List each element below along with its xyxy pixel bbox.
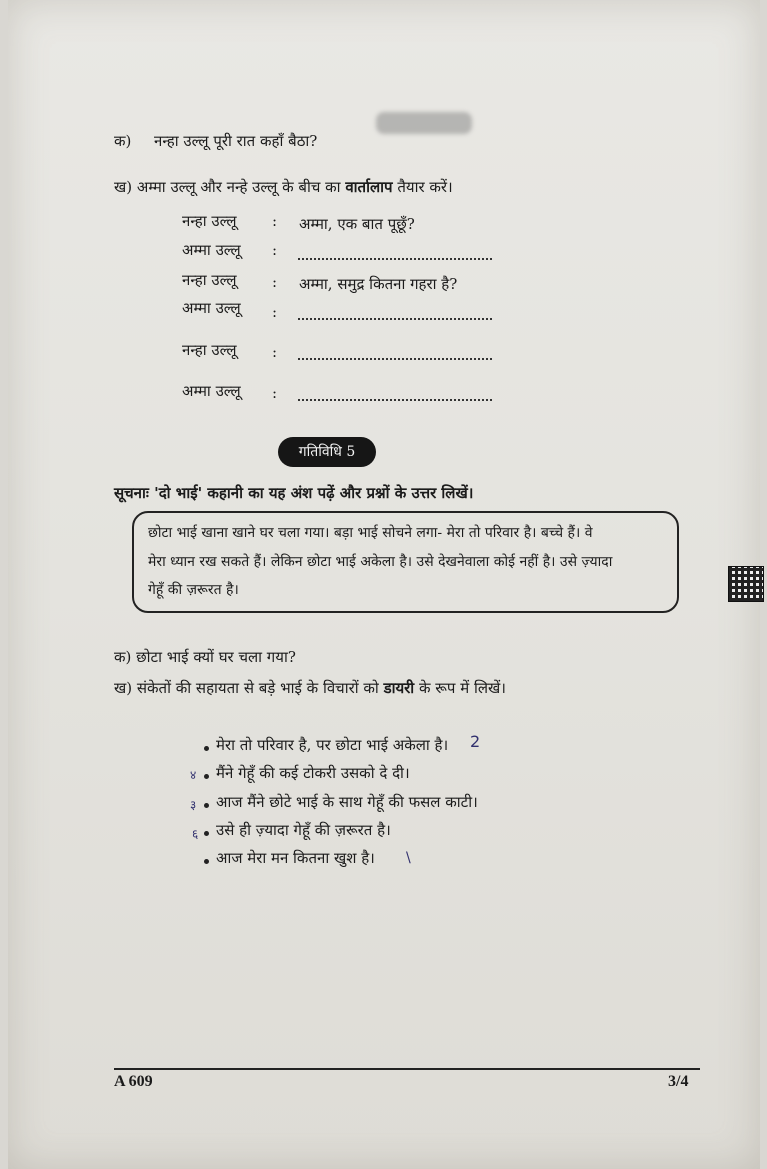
- question2-kha: [114, 678, 506, 698]
- activity-badge: गतिविधि 5: [278, 437, 376, 467]
- handwritten-number: ४: [190, 768, 197, 782]
- question2-kha-bold: डायरी: [383, 679, 415, 697]
- dialogue-colon: :: [272, 212, 278, 230]
- bullet-text: मैंने गेहूँ की कई टोकरी उसको दे दी।: [216, 764, 410, 782]
- dialogue-speaker: अम्मा उल्लू: [182, 241, 241, 259]
- handwritten-number: \: [406, 850, 411, 866]
- dialogue-speaker: नन्हा उल्लू: [182, 271, 237, 289]
- dialogue-text: अम्मा, एक बात पूछूँ?: [299, 215, 415, 233]
- bullet-text: उसे ही ज़्यादा गेहूँ की ज़रूरत है।: [216, 821, 391, 839]
- question-kha-prefix: ख) अम्मा उल्लू और नन्हे उल्लू के बीच का: [114, 178, 341, 196]
- question2-kha-prefix: ख) संकेतों की सहायता से बड़े भाई के विचारों को: [114, 679, 379, 697]
- dialogue-speaker: अम्मा उल्लू: [182, 299, 241, 317]
- handwritten-number: 2: [470, 732, 481, 751]
- instruction-text: सूचनाः 'दो भाई' कहानी का यह अंश पढ़ें और प्रश्नों के उत्तर लिखें।: [114, 484, 474, 502]
- passage-line: मेरा ध्यान रख सकते हैं। लेकिन छोटा भाई अकेला है। उसे देखनेवाला कोई नहीं है। उसे ज़्यादा: [148, 554, 613, 570]
- handwritten-number: ६: [192, 827, 199, 841]
- passage-line: छोटा भाई खाना खाने घर चला गया। बड़ा भाई सोचने लगा- मेरा तो परिवार है। बच्चे हैं। वे: [148, 525, 593, 541]
- question2-kha-suffix: के रूप में लिखें।: [418, 679, 506, 697]
- bullet-point: [204, 774, 209, 779]
- dialogue-speaker: नन्हा उल्लू: [182, 212, 237, 230]
- passage-line: गेहूँ की ज़रूरत है।: [148, 582, 239, 598]
- page-number: 3/4: [668, 1073, 689, 1090]
- answer-blank: [298, 358, 492, 360]
- question-kha: [114, 177, 453, 197]
- question-kha-bold: वार्तालाप: [345, 178, 393, 196]
- answer-blank: [298, 318, 492, 320]
- bullet-text: आज मैंने छोटे भाई के साथ गेहूँ की फसल काटी।: [216, 793, 478, 811]
- qr-code: [728, 566, 764, 602]
- bullet-text: मेरा तो परिवार है, पर छोटा भाई अकेला है।: [216, 736, 449, 754]
- bullet-text: आज मेरा मन कितना खुश है।: [216, 849, 375, 867]
- bullet-point: [204, 803, 209, 808]
- dialogue-speaker: अम्मा उल्लू: [182, 382, 241, 400]
- footer-rule: [114, 1068, 700, 1070]
- dialogue-colon: :: [272, 241, 278, 259]
- answer-blank: [298, 258, 492, 260]
- question-ka-text: नन्हा उल्लू पूरी रात कहाँ बैठा?: [154, 132, 318, 150]
- faded-stamp: [376, 112, 472, 134]
- dialogue-colon: :: [272, 303, 278, 321]
- handwritten-number: ३: [190, 798, 197, 812]
- bullet-point: [204, 746, 209, 751]
- question2-ka: क) छोटा भाई क्यों घर चला गया?: [114, 648, 296, 666]
- question-kha-suffix: तैयार करें।: [397, 178, 453, 196]
- bullet-point: [204, 831, 209, 836]
- dialogue-text: अम्मा, समुद्र कितना गहरा है?: [299, 275, 458, 293]
- bullet-point: [204, 859, 209, 864]
- question-ka-marker: क): [114, 132, 132, 150]
- dialogue-speaker: नन्हा उल्लू: [182, 341, 237, 359]
- dialogue-colon: :: [272, 273, 278, 291]
- answer-blank: [298, 399, 492, 401]
- dialogue-colon: :: [272, 384, 278, 402]
- paper-code: A 609: [114, 1073, 153, 1090]
- exam-page: [8, 0, 760, 1169]
- dialogue-colon: :: [272, 343, 278, 361]
